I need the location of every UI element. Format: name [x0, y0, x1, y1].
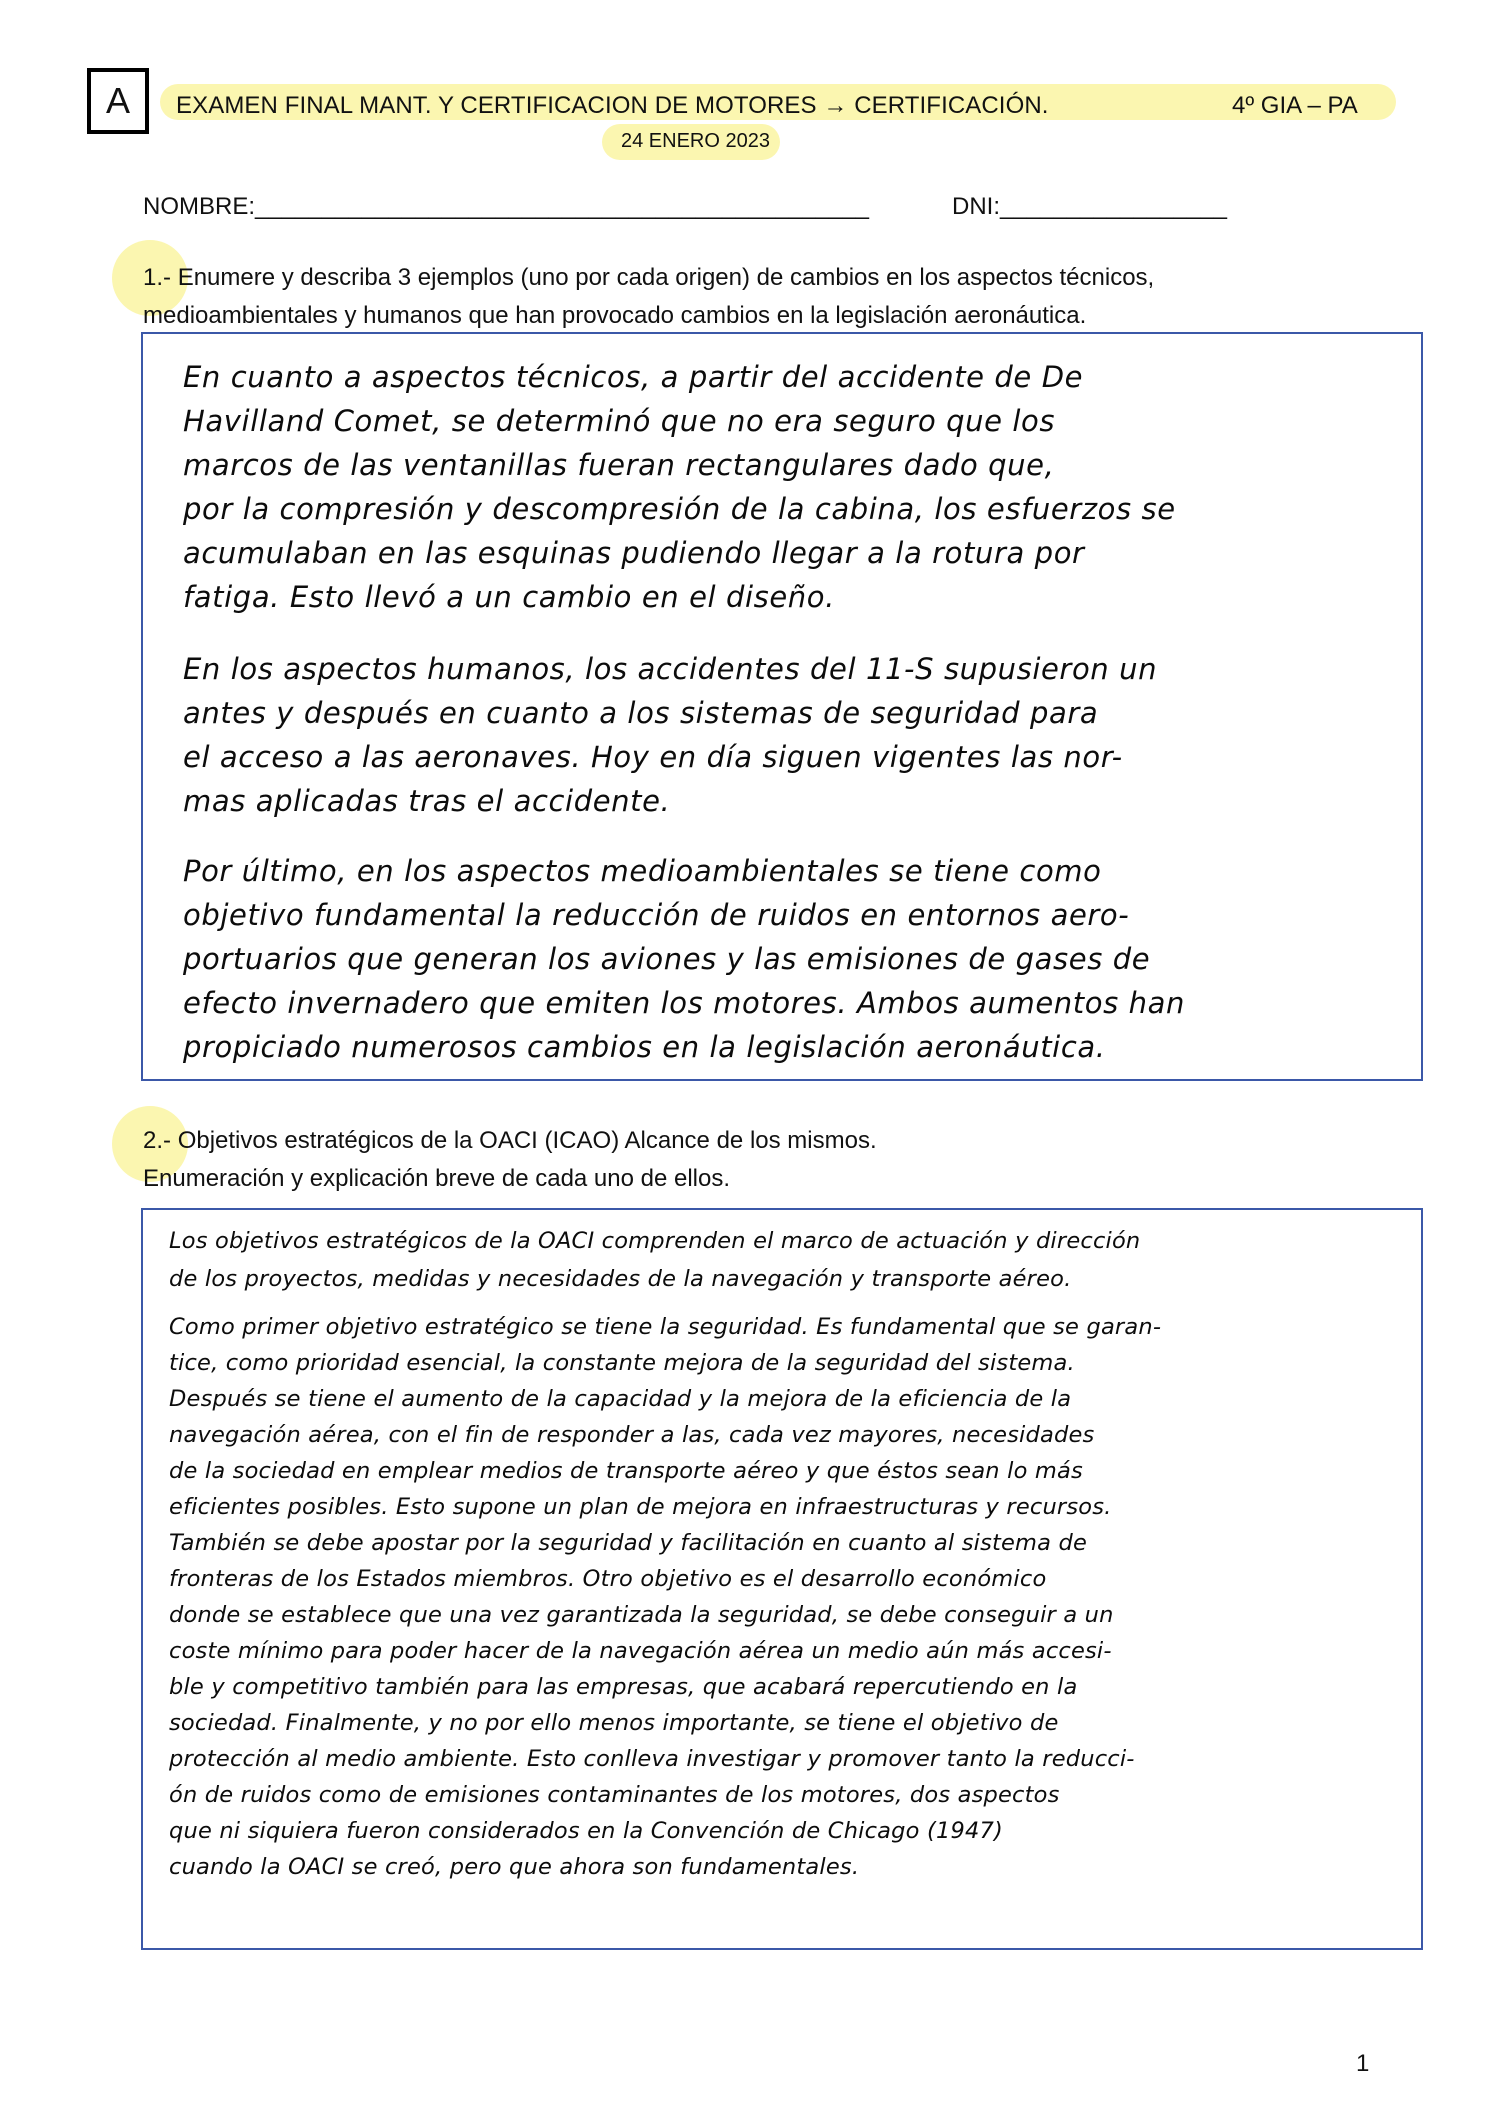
answer1-line: portuarios que generan los aviones y las emisiones de gases de — [183, 942, 1151, 976]
answer2-line: que ni siquiera fueron considerados en la Convención de Chicago (1947) — [169, 1818, 1003, 1844]
dni-label: DNI: — [952, 193, 1000, 220]
exam-title: EXAMEN FINAL MANT. Y CERTIFICACION DE MOTORES → CERTIFICACIÓN. — [176, 92, 1049, 119]
dni-field — [952, 193, 1227, 221]
answer1-line: efecto invernadero que emiten los motores. Ambos aumentos han — [183, 986, 1185, 1020]
answer2-line: ble y competitivo también para las empresas, que acabará repercutiendo en la — [169, 1674, 1078, 1700]
answer1-line: Por último, en los aspectos medioambientales se tiene como — [183, 854, 1102, 888]
answer1-line: por la compresión y descompresión de la cabina, los esfuerzos se — [183, 492, 1176, 526]
answer1-line: objetivo fundamental la reducción de ruidos en entornos aero- — [183, 898, 1130, 932]
answer2-line: navegación aérea, con el fin de responder a las, cada vez mayores, necesidades — [169, 1422, 1095, 1448]
course-label: 4º GIA – PA — [1232, 92, 1358, 119]
question1-line1: Enumere y describa 3 ejemplos (uno por cada origen) de cambios en los aspectos técnicos, — [177, 264, 1155, 291]
question2-prompt — [143, 1122, 877, 1198]
question2-number: 2.- — [143, 1127, 172, 1154]
question2-line1: Objetivos estratégicos de la OACI (ICAO) Alcance de los mismos. — [177, 1127, 877, 1154]
answer1-line: En los aspectos humanos, los accidentes del 11-S supusieron un — [183, 652, 1158, 686]
answer1-box — [141, 332, 1423, 1081]
answer1-line: mas aplicadas tras el accidente. — [183, 784, 671, 818]
answer2-line: de los proyectos, medidas y necesidades de la navegación y transporte aéreo. — [169, 1266, 1072, 1292]
answer2-line: de la sociedad en emplear medios de transporte aéreo y que éstos sean lo más — [169, 1458, 1083, 1484]
name-label: NOMBRE: — [143, 193, 256, 220]
answer1-line: Havilland Comet, se determinó que no era seguro que los — [183, 404, 1056, 438]
answer1-line: antes y después en cuanto a los sistemas de seguridad para — [183, 696, 1099, 730]
dni-line[interactable]: _________________ — [1000, 193, 1227, 220]
answer1-line: acumulaban en las esquinas pudiendo llegar a la rotura por — [183, 536, 1085, 570]
answer2-line: tice, como prioridad esencial, la constante mejora de la seguridad del sistema. — [169, 1350, 1075, 1376]
exam-date: 24 ENERO 2023 — [621, 130, 770, 152]
answer2-line: Como primer objetivo estratégico se tiene la seguridad. Es fundamental que se garan- — [169, 1314, 1162, 1340]
exam-letter-box: A — [87, 68, 149, 134]
answer1-line: propiciado numerosos cambios en la legislación aeronáutica. — [183, 1030, 1106, 1064]
name-field — [143, 193, 869, 221]
answer2-line: sociedad. Finalmente, y no por ello menos importante, se tiene el objetivo de — [169, 1710, 1059, 1736]
answer2-line: fronteras de los Estados miembros. Otro objetivo es el desarrollo económico — [169, 1566, 1047, 1592]
question1-number: 1.- — [143, 264, 172, 291]
answer2-line: También se debe apostar por la seguridad y facilitación en cuanto al sistema de — [169, 1530, 1088, 1556]
answer2-line: Después se tiene el aumento de la capacidad y la mejora de la eficiencia de la — [169, 1386, 1072, 1412]
answer2-line: donde se establece que una vez garantizada la seguridad, se debe conseguir a un — [169, 1602, 1114, 1628]
answer2-box — [141, 1208, 1423, 1950]
name-line[interactable]: ______________________________________________ — [255, 193, 870, 220]
answer2-line: cuando la OACI se creó, pero que ahora son fundamentales. — [169, 1854, 860, 1880]
answer2-line: ón de ruidos como de emisiones contaminantes de los motores, dos aspectos — [169, 1782, 1060, 1808]
question2-line2: Enumeración y explicación breve de cada uno de ellos. — [143, 1165, 731, 1192]
answer1-line: En cuanto a aspectos técnicos, a partir del accidente de De — [183, 360, 1084, 394]
answer2-line: protección al medio ambiente. Esto conlleva investigar y promover tanto la reducci- — [169, 1746, 1135, 1772]
answer2-line: coste mínimo para poder hacer de la navegación aérea un medio aún más accesi- — [169, 1638, 1112, 1664]
answer2-line: eficientes posibles. Esto supone un plan de mejora en infraestructuras y recursos. — [169, 1494, 1112, 1520]
answer2-line: Los objetivos estratégicos de la OACI comprenden el marco de actuación y dirección — [169, 1228, 1141, 1254]
question1-prompt — [143, 259, 1154, 335]
answer1-line: el acceso a las aeronaves. Hoy en día siguen vigentes las nor- — [183, 740, 1123, 774]
question1-line2: medioambientales y humanos que han provocado cambios en la legislación aeronáutica. — [143, 302, 1087, 329]
answer1-line: fatiga. Esto llevó a un cambio en el diseño. — [183, 580, 835, 614]
page-number: 1 — [1356, 2050, 1370, 2077]
answer1-line: marcos de las ventanillas fueran rectangulares dado que, — [183, 448, 1055, 482]
